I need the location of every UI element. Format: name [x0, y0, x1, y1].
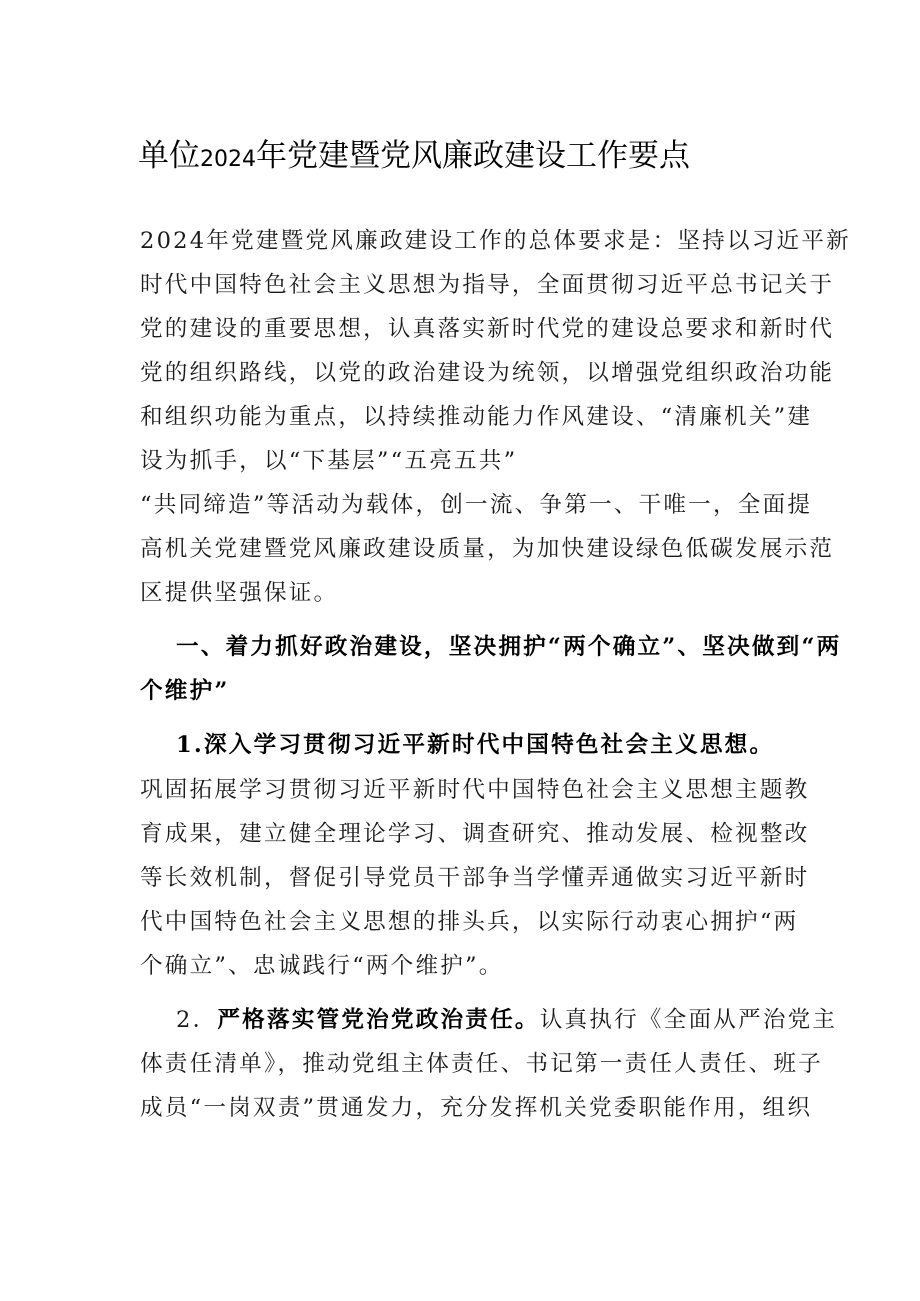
- item2-first-line: [176, 1005, 838, 1035]
- item1-heading: 1.深入学习贯彻习近平新时代中国特色社会主义思想。: [176, 732, 775, 758]
- item1-line: 代中国特色社会主义思想的排头兵，以实际行动衷心拥护“两: [140, 909, 799, 935]
- item2-heading: 严格落实管党治党政治责任。: [217, 1007, 540, 1033]
- title-rest: 年党建暨党风廉政建设工作要点: [256, 138, 690, 174]
- intro-line: 设为抓手，以“下基层”“五亮五共”: [140, 448, 518, 474]
- intro-line: 党的组织路线，以党的政治建设为统领，以增强党组织政治功能: [140, 360, 835, 386]
- intro-line: 高机关党建暨党风廉政建设质量，为加快建设绿色低碳发展示范: [140, 536, 835, 562]
- item1-line: 巩固拓展学习贯彻习近平新时代中国特色社会主义思想主题教: [140, 777, 810, 803]
- section1-heading: 个维护”: [140, 678, 230, 704]
- intro-line: 区提供坚强保证。: [140, 580, 339, 606]
- title-year: 2024: [200, 147, 256, 172]
- item2-line: 体责任清单》，推动党组主体责任、书记第一责任人责任、班子: [140, 1051, 823, 1077]
- item1-line: 育成果，建立健全理论学习、调查研究、推动发展、检视整改: [140, 821, 810, 847]
- intro-line: 2024年党建暨党风廉政建设工作的总体要求是：坚持以习近平新: [140, 228, 851, 254]
- item2-line: 成员“一岗双责”贯通发力，充分发挥机关党委职能作用，组织: [140, 1095, 813, 1121]
- section1-heading: 一、着力抓好政治建设，坚决拥护“两个确立”、坚决做到“两: [176, 634, 842, 660]
- item2-number: 2．: [176, 1007, 218, 1033]
- document-title: [138, 134, 838, 182]
- intro-line: 党的建设的重要思想，认真落实新时代党的建设总要求和新时代: [140, 316, 835, 342]
- item2-first-line-tail: 认真执行《全面从严治党主: [539, 1007, 838, 1033]
- title-prefix: 单位: [138, 138, 200, 174]
- item1-line: 个确立”、忠诚践行“两个维护”。: [140, 953, 504, 979]
- intro-line: 和组织功能为重点，以持续推动能力作风建设、“清廉机关”建: [140, 404, 813, 430]
- intro-line: “共同缔造”等活动为载体，创一流、争第一、干唯一，全面提: [140, 492, 813, 518]
- intro-line: 时代中国特色社会主义思想为指导，全面贯彻习近平总书记关于: [140, 272, 835, 298]
- item1-line: 等长效机制，督促引导党员干部争当学懂弄通做实习近平新时: [140, 865, 810, 891]
